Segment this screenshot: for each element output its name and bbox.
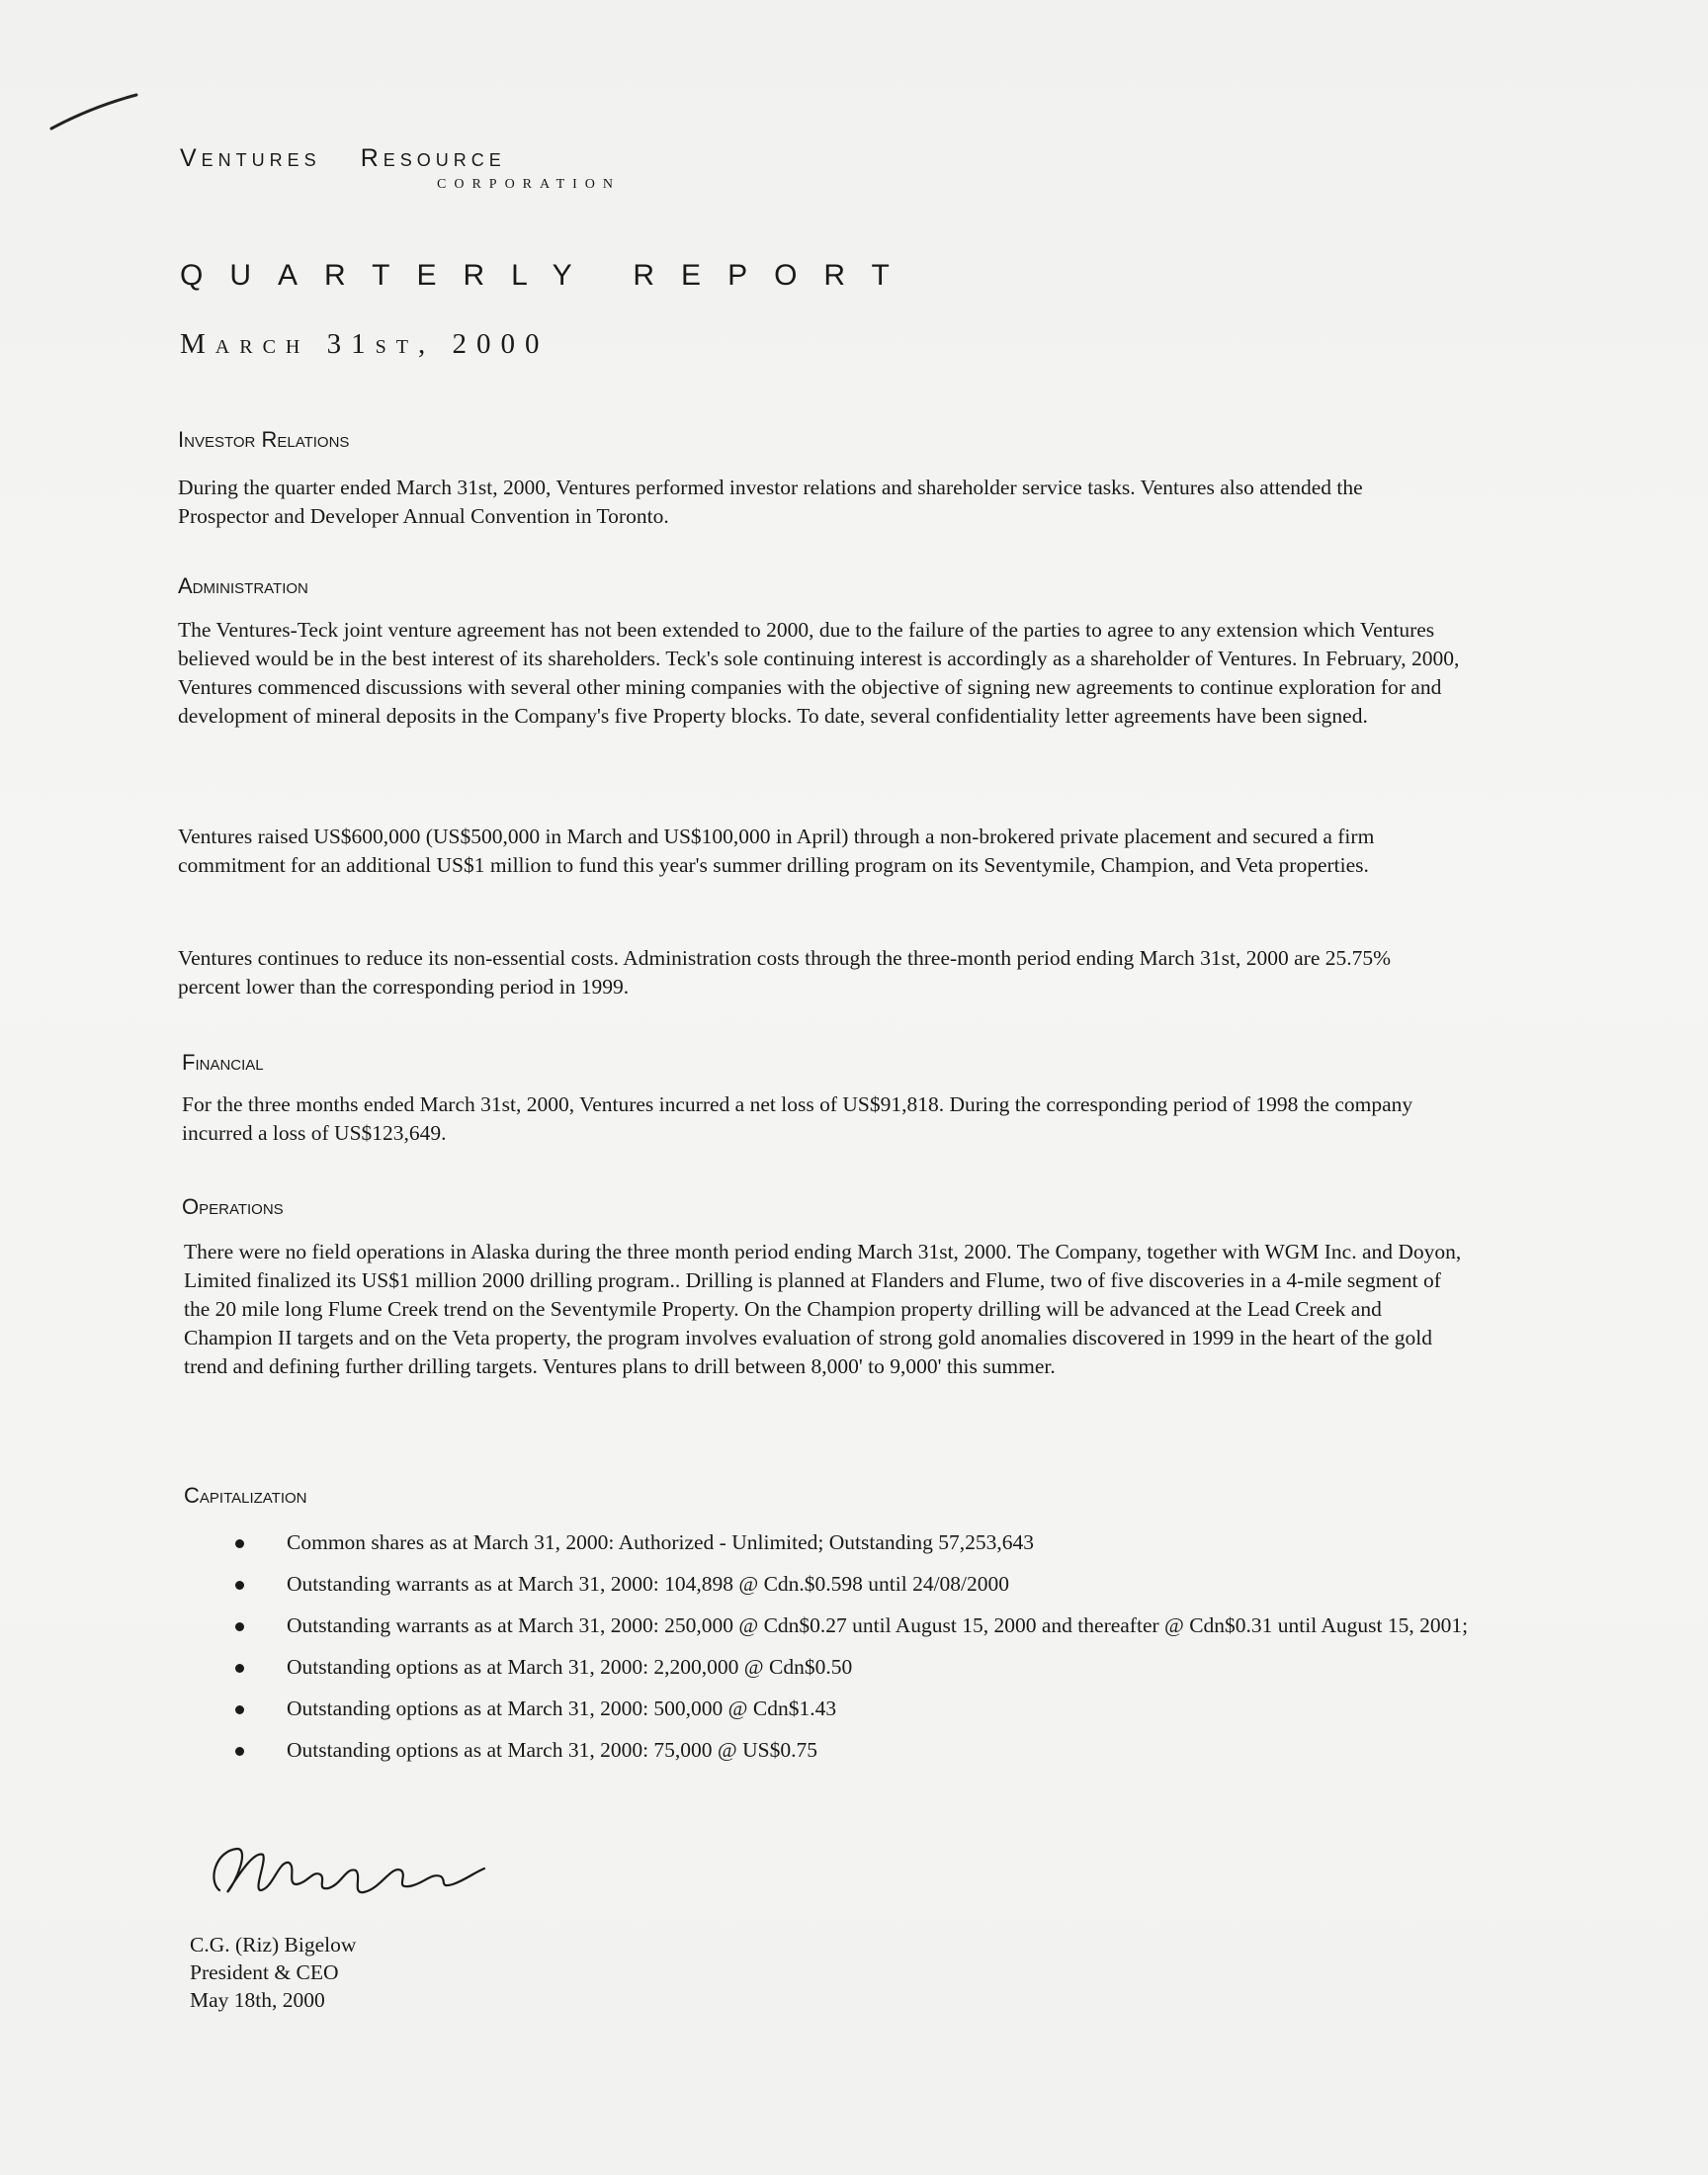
signoff-date: May 18th, 2000 [190,1988,325,2012]
company-name-word2: Resource [360,144,506,172]
administration-text-2: Ventures raised US$600,000 (US$500,000 in March and US$100,000 in April) through a non-brokered private placement and secured a firm commitment for an additional US$1 million to fund this year's summer drilling program on its Seventymile, Champion, and Veta properties. [178,825,1375,877]
company-name-word1: Ventures [180,144,321,172]
list-item-text: Common shares as at March 31, 2000: Authorized - Unlimited; Outstanding 57,253,643 [287,1530,1034,1554]
list-item [235,1528,1481,1556]
list-item [235,1736,1481,1764]
signer-title: President & CEO [190,1960,339,1984]
heading-capitalization: Capitalization [184,1483,307,1508]
administration-text-1: The Ventures-Teck joint venture agreement has not been extended to 2000, due to the failure of the parties to agree to any extension which Ventures believed would be in the best interest of its shareholders. Teck's sole continuing interest is accordingly as a shareholder of Ventures. In February, 2000, Ventures commenced discussions with several other mining companies with the objective of signing new agreements to continue exploration for and development of mineral deposits in the Company's five Property blocks. To date, several confidentiality letter agreements have been signed. [178,618,1460,728]
letterhead [180,144,714,193]
bullet-icon [235,1664,244,1673]
list-item [235,1611,1481,1639]
administration-text-3: Ventures continues to reduce its non-essential costs. Administration costs through the three-month period ending March 31st, 2000 are 25.75% percent lower than the corresponding period in 1999. [178,946,1392,999]
heading-financial: Financial [182,1050,264,1075]
financial-text: For the three months ended March 31st, 2000, Ventures incurred a net loss of US$91,818. During the corresponding period of 1998 the company incurred a loss of US$123,649. [182,1092,1413,1145]
investor-relations-text: During the quarter ended March 31st, 2000, Ventures performed investor relations and shareholder service tasks. Ventures also attended the Prospector and Developer Annual Convention in Toronto. [178,476,1363,528]
bullet-icon [235,1705,244,1714]
capitalization-list [235,1528,1481,1778]
heading-investor-relations: Investor Relations [178,427,350,452]
list-item [235,1570,1481,1598]
report-title: QUARTERLY REPORT [180,259,916,292]
bullet-icon [235,1622,244,1631]
heading-operations: Operations [182,1194,284,1219]
signer-name: C.G. (Riz) Bigelow [190,1933,357,1957]
list-item [235,1695,1481,1722]
signature [198,1831,494,1910]
list-item [235,1653,1481,1681]
list-item-text: Outstanding warrants as at March 31, 2000: 104,898 @ Cdn.$0.598 until 24/08/2000 [287,1572,1010,1596]
pen-mark [47,87,146,136]
report-date: March 31st, 2000 [180,328,550,360]
bullet-icon [235,1539,244,1548]
bullet-icon [235,1747,244,1756]
bullet-icon [235,1581,244,1590]
list-item-text: Outstanding warrants as at March 31, 2000: 250,000 @ Cdn$0.27 until August 15, 2000 and thereafter @ Cdn$0.31 until August 15, 2001; [287,1613,1469,1637]
list-item-text: Outstanding options as at March 31, 2000: 500,000 @ Cdn$1.43 [287,1696,837,1720]
heading-administration: Administration [178,573,308,598]
signer-block [190,1931,356,2014]
company-name [180,144,714,173]
company-subtitle: CORPORATION [437,177,622,192]
list-item-text: Outstanding options as at March 31, 2000: 2,200,000 @ Cdn$0.50 [287,1655,853,1679]
operations-text: There were no field operations in Alaska during the three month period ending March 31st, 2000. The Company, together with WGM Inc. and Doyon, Limited finalized its US$1 million 2000 drilling program.. Drilling is planned at Flanders and Flume, two of five discoveries in a 4-mile segment of the 20 mile long Flume Creek trend on the Seventymile Property. On the Champion property drilling will be advanced at the Lead Creek and Champion II targets and on the Veta property, the program involves evaluation of strong gold anomalies discovered in 1999 in the heart of the gold trend and defining further drilling targets. Ventures plans to drill between 8,000' to 9,000' this summer. [184,1240,1462,1378]
list-item-text: Outstanding options as at March 31, 2000: 75,000 @ US$0.75 [287,1738,817,1762]
